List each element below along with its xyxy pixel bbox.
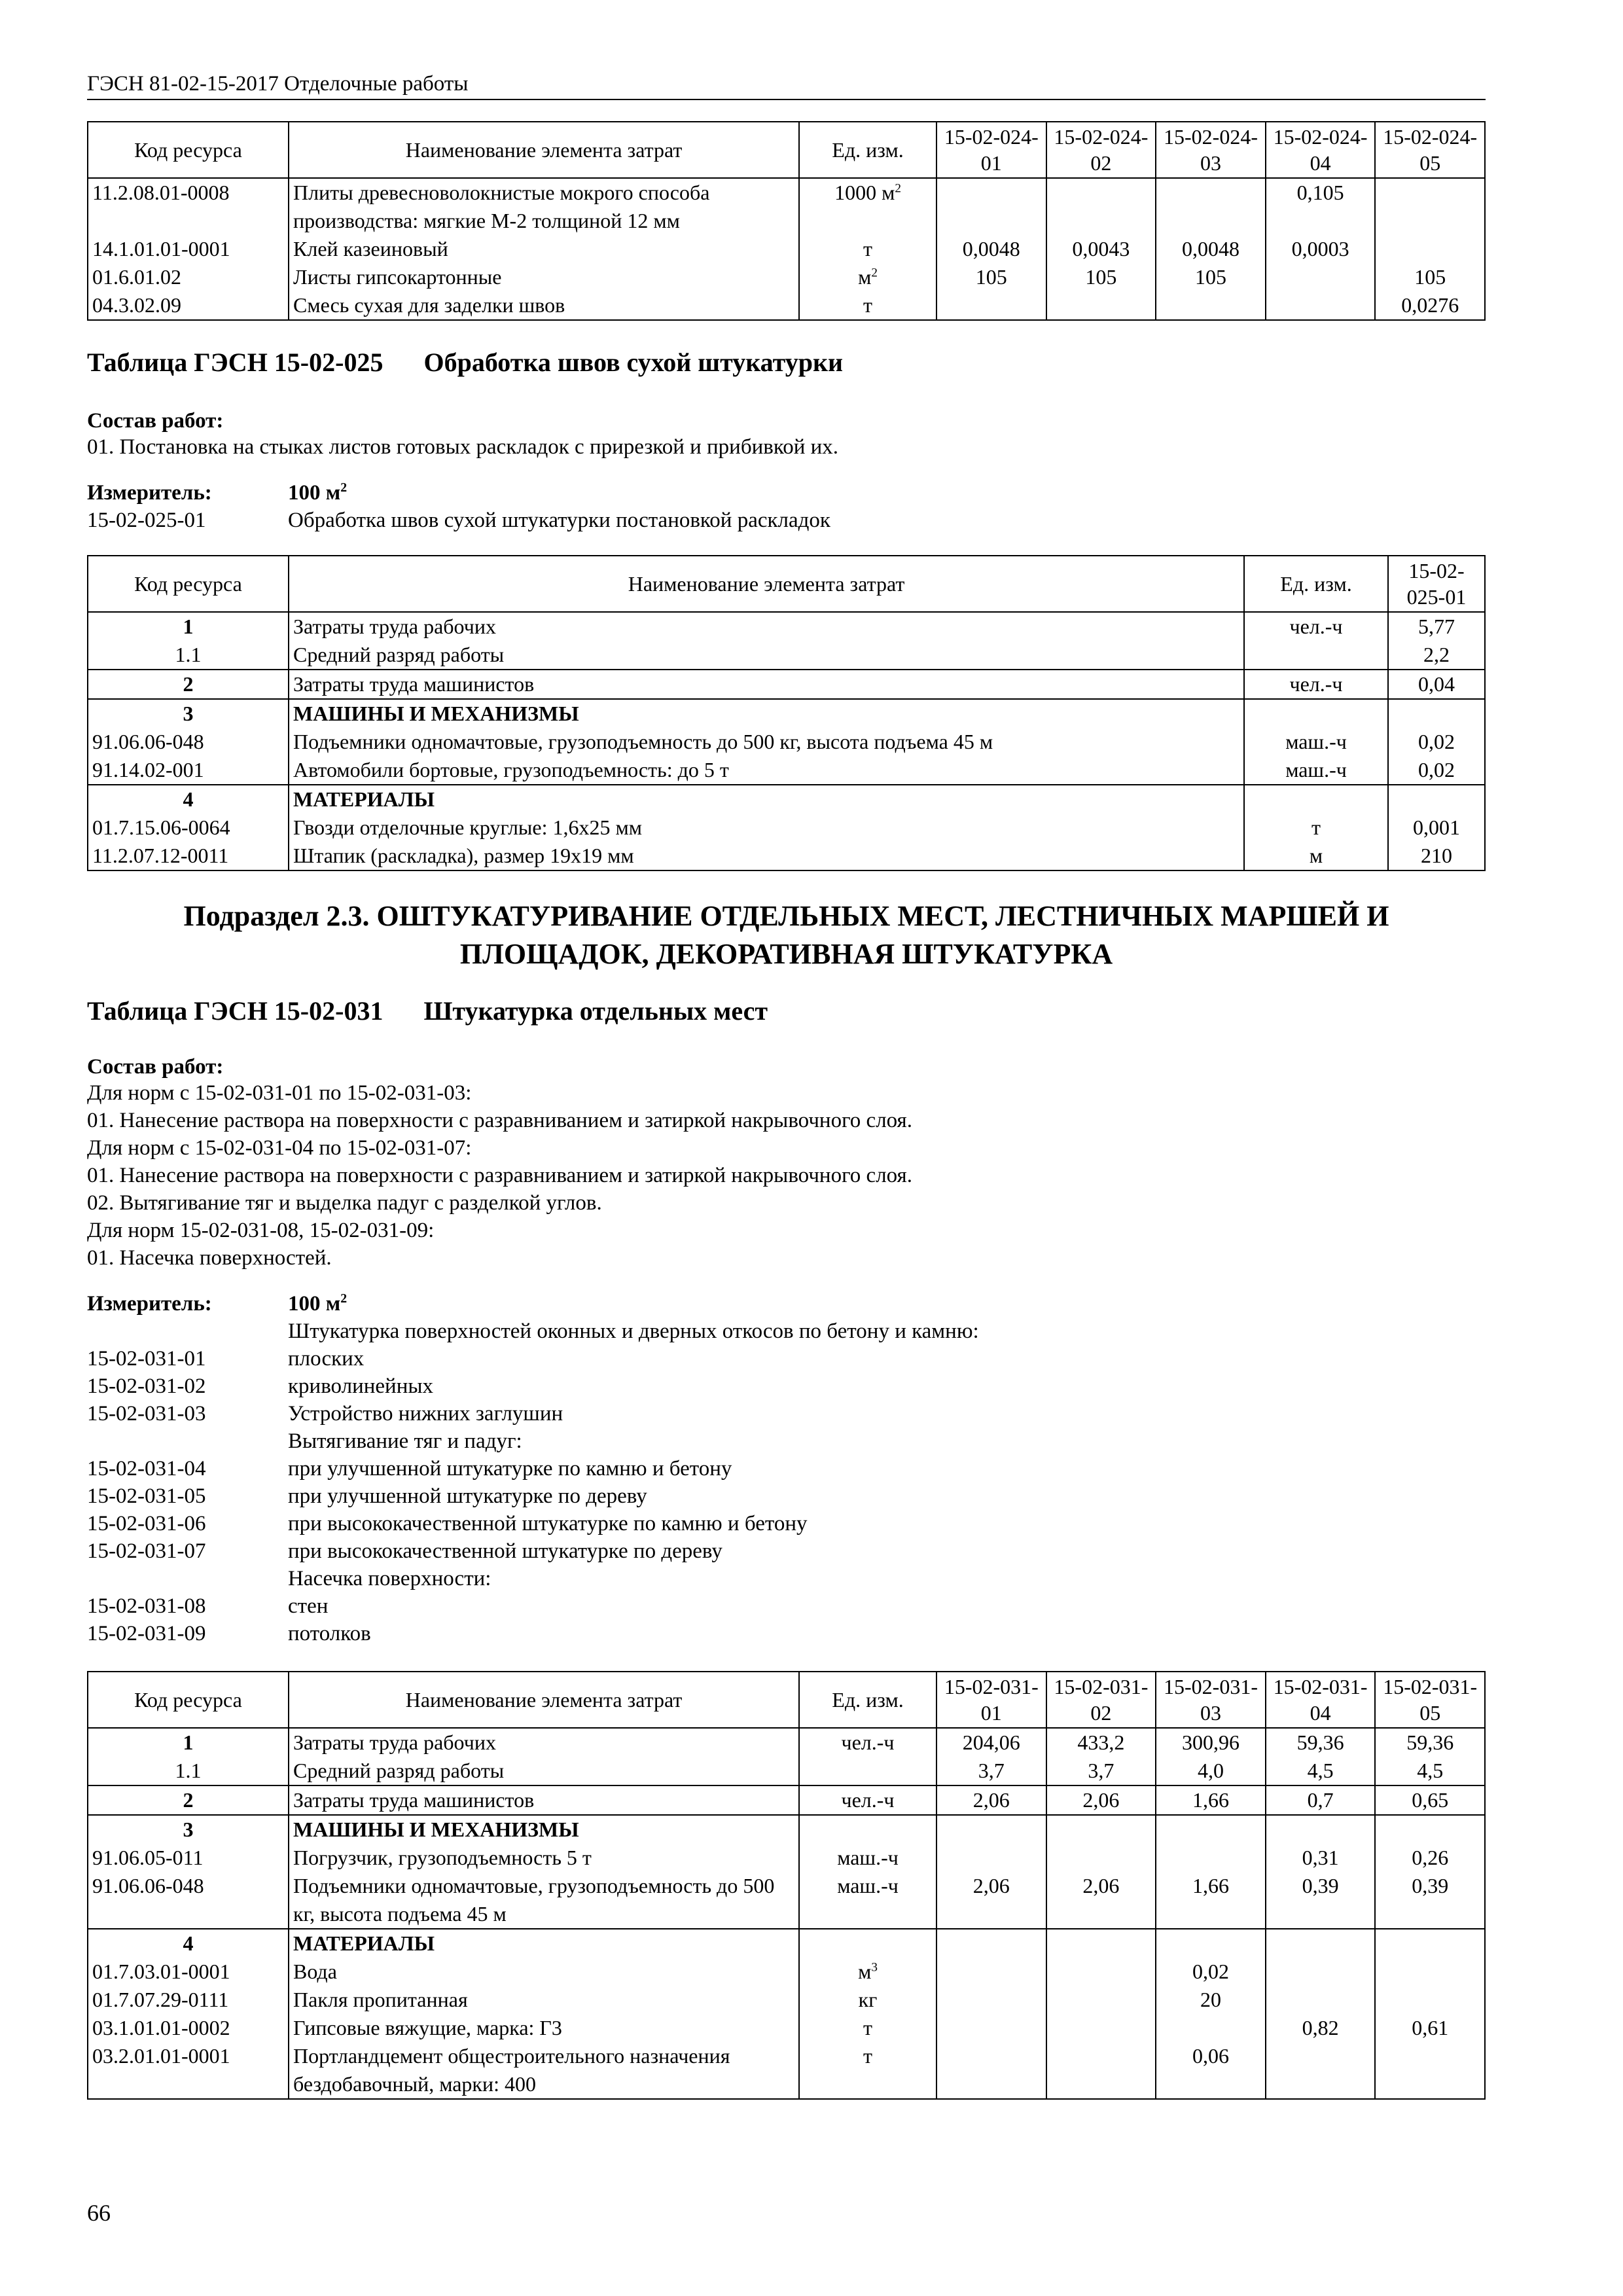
norm-value (1266, 2042, 1376, 2099)
unit (799, 1757, 936, 1785)
resource-code: 91.14.02-001 (88, 756, 289, 785)
work-item: 02. Вытягивание тяг и выделка падуг с разделкой углов. (87, 1191, 602, 1215)
norm-value (1266, 291, 1376, 320)
norm-value: 2,2 (1388, 641, 1485, 670)
norm-code: 15-02-031-03 (87, 1402, 206, 1426)
resource-name: Подъемники одномачтовые, грузоподъемность до 500 кг, высота подъема 45 м (289, 1872, 799, 1929)
resource-code: 1.1 (88, 1757, 289, 1785)
table-row (88, 814, 1485, 842)
table-row (88, 2042, 1485, 2099)
table-row (88, 785, 1485, 814)
norm-row (87, 1620, 1486, 1647)
unit: 1000 $м^2$ (799, 178, 936, 235)
page-number: 66 (87, 2200, 111, 2226)
norm-value (1388, 785, 1485, 814)
norm-value (1156, 178, 1266, 235)
unit (799, 1929, 936, 1958)
work-item: 01. Нанесение раствора на поверхности с разравниванием и затиркой накрывочного слоя. (87, 1109, 912, 1132)
norm-value: 4,5 (1266, 1757, 1376, 1785)
table-row (88, 1986, 1485, 2014)
norm-value (1388, 699, 1485, 728)
norm-value (1266, 1986, 1376, 2014)
running-header: ГЭСН 81-02-15-2017 Отделочные работы (87, 72, 1486, 100)
resource-code: 2 (88, 1785, 289, 1815)
resource-code: 1 (88, 612, 289, 641)
norm-value (1266, 263, 1376, 291)
norm-value: 300,96 (1156, 1728, 1266, 1757)
t025-col-header-0: Код ресурса (88, 556, 289, 612)
norm-value (936, 2014, 1046, 2042)
norm-value: 4,0 (1156, 1757, 1266, 1785)
norm-code: 15-02-031-08 (87, 1594, 206, 1618)
table-row (88, 1872, 1485, 1929)
norm-value: 0,61 (1375, 2014, 1485, 2042)
unit: м (1244, 842, 1388, 870)
table-row (88, 842, 1485, 870)
measure-row-025: Измеритель: 100 $м^2$ (87, 479, 1486, 507)
unit (1244, 641, 1388, 670)
work-item: 01. Нанесение раствора на поверхности с разравниванием и затиркой накрывочного слоя. (87, 1164, 912, 1187)
norm-value (936, 1986, 1046, 2014)
norm-value: 2,06 (1046, 1872, 1156, 1929)
works-list-031 (87, 1079, 1486, 1272)
norm-value (1046, 2042, 1156, 2099)
resource-code: 14.1.01.01-0001 (88, 235, 289, 263)
unit: т (799, 2014, 936, 2042)
norm-value: 0,0276 (1375, 291, 1485, 320)
unit: чел.-ч (799, 1728, 936, 1757)
table-row (88, 1728, 1485, 1757)
norm-value (1046, 178, 1156, 235)
table-031-title: Таблица ГЭСН 15-02-031 Штукатурка отдельных мест (87, 996, 768, 1026)
norm-value (1375, 1929, 1485, 1958)
table-024-col-header-2: Ед. изм. (799, 122, 936, 178)
table-024-col-header-1: Наименование элемента затрат (289, 122, 799, 178)
norm-value: 0,0048 (1156, 235, 1266, 263)
norm-description: при высококачественной штукатурке по камню и бетону (288, 1512, 808, 1535)
resource-name: Портландцемент общестроительного назначения бездобавочный, марки: 400 (289, 2042, 799, 2099)
norm-value: 1,66 (1156, 1872, 1266, 1929)
t031-col-header-0: Код ресурса (88, 1672, 289, 1728)
norm-code: 15-02-031-05 (87, 1484, 206, 1508)
t031-col-header-2: Ед. изм. (799, 1672, 936, 1728)
norm-value (1375, 178, 1485, 235)
work-item: Для норм 15-02-031-08, 15-02-031-09: (87, 1219, 435, 1242)
table-row (88, 263, 1485, 291)
norm-description: Насечка поверхности: (288, 1567, 491, 1590)
resource-name: Плиты древесноволокнистые мокрого способа производства: мягкие М-2 толщиной 12 мм (289, 178, 799, 235)
resource-name: Затраты труда рабочих (289, 612, 1244, 641)
norm-description: Обработка швов сухой штукатурки постановкой раскладок (288, 509, 830, 532)
norm-code: 15-02-031-09 (87, 1622, 206, 1645)
unit: маш.-ч (1244, 756, 1388, 785)
resource-name: Подъемники одномачтовые, грузоподъемность до 500 кг, высота подъема 45 м (289, 728, 1244, 756)
resource-code: 11.2.07.12-0011 (88, 842, 289, 870)
norm-code (87, 1565, 288, 1592)
resource-code: 4 (88, 785, 289, 814)
norm-value: 0,7 (1266, 1785, 1376, 1815)
unit: т (799, 235, 936, 263)
t031-col-header-6: 15-02-031-04 (1266, 1672, 1376, 1728)
resource-name: Гвозди отделочные круглые: 1,6х25 мм (289, 814, 1244, 842)
norm-row (87, 1510, 1486, 1537)
norm-code: 15-02-031-06 (87, 1512, 206, 1535)
norm-value: 204,06 (936, 1728, 1046, 1757)
table-row (88, 756, 1485, 785)
resource-code: 01.7.15.06-0064 (88, 814, 289, 842)
resource-name: Клей казеиновый (289, 235, 799, 263)
norm-value (1375, 1986, 1485, 2014)
norm-description: Вытягивание тяг и падуг: (288, 1429, 522, 1453)
norms-list-031 (87, 1318, 1486, 1647)
unit: чел.-ч (1244, 612, 1388, 641)
norm-value: 0,0043 (1046, 235, 1156, 263)
measure-value: 100 $м^2$ (288, 1291, 348, 1316)
t025-col-header-1: Наименование элемента затрат (289, 556, 1244, 612)
norm-code (87, 1318, 288, 1345)
works-list-025 (87, 433, 1486, 461)
norm-value (1375, 235, 1485, 263)
unit (1244, 699, 1388, 728)
norm-value: 0,39 (1266, 1872, 1376, 1929)
norm-description: при улучшенной штукатурке по дереву (288, 1484, 647, 1508)
unit: т (799, 291, 936, 320)
norm-value: 5,77 (1388, 612, 1485, 641)
norm-value: 0,39 (1375, 1872, 1485, 1929)
norm-value (1156, 1929, 1266, 1958)
resource-name: Средний разряд работы (289, 1757, 799, 1785)
norm-value: 105 (1046, 263, 1156, 291)
norm-value (1046, 291, 1156, 320)
norm-value (936, 1958, 1046, 1986)
resource-code: 91.06.06-048 (88, 728, 289, 756)
norm-value: 2,06 (1046, 1785, 1156, 1815)
norm-value: 0,65 (1375, 1785, 1485, 1815)
norm-value: 433,2 (1046, 1728, 1156, 1757)
norm-description: потолков (288, 1622, 371, 1645)
unit: чел.-ч (1244, 670, 1388, 699)
table-row (88, 1757, 1485, 1785)
resource-code: 4 (88, 1929, 289, 1958)
norm-value (1156, 2014, 1266, 2042)
norm-value: 0,26 (1375, 1844, 1485, 1872)
norm-value: 210 (1388, 842, 1485, 870)
norm-value: 0,001 (1388, 814, 1485, 842)
norm-value: 105 (1156, 263, 1266, 291)
norm-value (1375, 2042, 1485, 2099)
t031-col-header-7: 15-02-031-05 (1375, 1672, 1485, 1728)
measure-row-031: Измеритель: 100 $м^2$ (87, 1290, 1486, 1318)
unit: маш.-ч (1244, 728, 1388, 756)
unit: $м^3$ (799, 1958, 936, 1986)
norm-code: 15-02-025-01 (87, 509, 206, 532)
norm-value (1156, 1815, 1266, 1844)
unit: маш.-ч (799, 1872, 936, 1929)
works-label-025: Состав работ: (87, 409, 224, 433)
table-row (88, 178, 1485, 235)
norm-description: плоских (288, 1347, 365, 1371)
table-row (88, 1815, 1485, 1844)
table-024-col-header-6: 15-02-024-04 (1266, 122, 1376, 178)
resource-code: 2 (88, 670, 289, 699)
norm-row (87, 1427, 1486, 1455)
norm-value: 0,04 (1388, 670, 1485, 699)
resource-code: 91.06.05-011 (88, 1844, 289, 1872)
table-row (88, 2014, 1485, 2042)
t031-col-header-1: Наименование элемента затрат (289, 1672, 799, 1728)
table-row (88, 1785, 1485, 1815)
norm-description: Штукатурка поверхностей оконных и дверных откосов по бетону и камню: (288, 1319, 979, 1343)
table-024-col-header-7: 15-02-024-05 (1375, 122, 1485, 178)
norm-value: 0,0003 (1266, 235, 1376, 263)
resource-name: Листы гипсокартонные (289, 263, 799, 291)
norm-value: 2,06 (936, 1872, 1046, 1929)
unit: маш.-ч (799, 1844, 936, 1872)
norm-value: 4,5 (1375, 1757, 1485, 1785)
norm-value (1046, 2014, 1156, 2042)
norm-value: 59,36 (1375, 1728, 1485, 1757)
resource-table-024 (87, 121, 1486, 321)
t031-col-header-3: 15-02-031-01 (936, 1672, 1046, 1728)
resource-name: МАШИНЫ И МЕХАНИЗМЫ (289, 1815, 799, 1844)
norm-value (936, 1844, 1046, 1872)
unit: чел.-ч (799, 1785, 936, 1815)
norm-value (1266, 1929, 1376, 1958)
resource-name: Автомобили бортовые, грузоподъемность: до 5 т (289, 756, 1244, 785)
table-row (88, 699, 1485, 728)
norm-value: 1,66 (1156, 1785, 1266, 1815)
works-label-031: Состав работ: (87, 1055, 224, 1079)
resource-name: Пакля пропитанная (289, 1986, 799, 2014)
norm-row (87, 1537, 1486, 1565)
norm-description: криволинейных (288, 1374, 434, 1398)
resource-table-031 (87, 1671, 1486, 2100)
norm-value (936, 291, 1046, 320)
norm-row (87, 1400, 1486, 1427)
norm-value: 0,02 (1156, 1958, 1266, 1986)
norm-value: 2,06 (936, 1785, 1046, 1815)
resource-name: Гипсовые вяжущие, марка: Г3 (289, 2014, 799, 2042)
norm-value (1046, 1815, 1156, 1844)
t031-col-header-4: 15-02-031-02 (1046, 1672, 1156, 1728)
t031-col-header-5: 15-02-031-03 (1156, 1672, 1266, 1728)
norm-value: 59,36 (1266, 1728, 1376, 1757)
table-row (88, 1844, 1485, 1872)
table-row (88, 291, 1485, 320)
resource-name: Затраты труда машинистов (289, 670, 1244, 699)
resource-code: 91.06.06-048 (88, 1872, 289, 1929)
norm-description: при улучшенной штукатурке по камню и бетону (288, 1457, 732, 1480)
table-024-col-header-5: 15-02-024-03 (1156, 122, 1266, 178)
norm-row (87, 1318, 1486, 1345)
resource-code: 03.1.01.01-0002 (88, 2014, 289, 2042)
unit: т (1244, 814, 1388, 842)
norm-value: 20 (1156, 1986, 1266, 2014)
norm-value: 3,7 (936, 1757, 1046, 1785)
norm-value (1156, 1844, 1266, 1872)
work-item: 01. Постановка на стыках листов готовых раскладок с прирезкой и прибивкой их. (87, 435, 839, 459)
resource-code: 01.7.07.29-0111 (88, 1986, 289, 2014)
work-item: Для норм с 15-02-031-04 по 15-02-031-07: (87, 1136, 472, 1160)
norm-value: 0,02 (1388, 756, 1485, 785)
table-row (88, 670, 1485, 699)
table-row (88, 235, 1485, 263)
resource-name: Средний разряд работы (289, 641, 1244, 670)
norm-value (1156, 291, 1266, 320)
resource-code: 11.2.08.01-0008 (88, 178, 289, 235)
table-024-col-header-3: 15-02-024-01 (936, 122, 1046, 178)
norm-value (1046, 1986, 1156, 2014)
resource-table-025 (87, 555, 1486, 871)
resource-code: 1 (88, 1728, 289, 1757)
resource-code: 1.1 (88, 641, 289, 670)
table-row (88, 728, 1485, 756)
table-025-title: Таблица ГЭСН 15-02-025 Обработка швов сухой штукатурки (87, 348, 844, 377)
resource-code: 03.2.01.01-0001 (88, 2042, 289, 2099)
resource-code: 01.7.03.01-0001 (88, 1958, 289, 1986)
norm-value: 105 (1375, 263, 1485, 291)
table-024-col-header-4: 15-02-024-02 (1046, 122, 1156, 178)
norm-value (1046, 1958, 1156, 1986)
norm-value: 0,31 (1266, 1844, 1376, 1872)
table-row (88, 1958, 1485, 1986)
norm-value: 0,06 (1156, 2042, 1266, 2099)
norm-value (1046, 1844, 1156, 1872)
norm-value (1266, 1958, 1376, 1986)
resource-name: МАШИНЫ И МЕХАНИЗМЫ (289, 699, 1244, 728)
norm-code: 15-02-031-02 (87, 1374, 206, 1398)
norm-description: при высококачественной штукатурке по дереву (288, 1539, 722, 1563)
norm-value (936, 2042, 1046, 2099)
resource-name: МАТЕРИАЛЫ (289, 1929, 799, 1958)
norm-code: 15-02-031-04 (87, 1457, 206, 1480)
measure-value: 100 $м^2$ (288, 480, 348, 505)
norm-value (936, 1815, 1046, 1844)
norm-description: Устройство нижних заглушин (288, 1402, 563, 1426)
norm-value (936, 178, 1046, 235)
work-item: Для норм с 15-02-031-01 по 15-02-031-03: (87, 1081, 472, 1105)
norm-code: 15-02-031-07 (87, 1539, 206, 1563)
norm-value: 0,0048 (936, 235, 1046, 263)
norm-value: 0,82 (1266, 2014, 1376, 2042)
norm-value (1046, 1929, 1156, 1958)
norm-value (936, 1929, 1046, 1958)
resource-name: Затраты труда машинистов (289, 1785, 799, 1815)
norm-row (87, 1592, 1486, 1620)
norm-value (1375, 1815, 1485, 1844)
resource-name: Погрузчик, грузоподъемность 5 т (289, 1844, 799, 1872)
table-row (88, 612, 1485, 641)
norm-description: стен (288, 1594, 329, 1618)
norm-row (87, 1372, 1486, 1400)
table-row (88, 1929, 1485, 1958)
norm-value (1266, 1815, 1376, 1844)
norm-row (87, 1482, 1486, 1510)
t025-col-header-3: 15-02-025-01 (1388, 556, 1485, 612)
unit (1244, 785, 1388, 814)
norm-value (1375, 1958, 1485, 1986)
norm-row (87, 1345, 1486, 1372)
page (87, 72, 1486, 2100)
t025-col-header-2: Ед. изм. (1244, 556, 1388, 612)
work-item: 01. Насечка поверхностей. (87, 1246, 332, 1270)
resource-code: 04.3.02.09 (88, 291, 289, 320)
unit: т (799, 2042, 936, 2099)
resource-name: Смесь сухая для заделки швов (289, 291, 799, 320)
resource-name: Вода (289, 1958, 799, 1986)
norm-value: 105 (936, 263, 1046, 291)
unit: кг (799, 1986, 936, 2014)
resource-code: 3 (88, 699, 289, 728)
resource-name: МАТЕРИАЛЫ (289, 785, 1244, 814)
resource-code: 3 (88, 1815, 289, 1844)
resource-name: Затраты труда рабочих (289, 1728, 799, 1757)
norm-code: 15-02-031-01 (87, 1347, 206, 1371)
norm-value: 0,105 (1266, 178, 1376, 235)
subsection-title: Подраздел 2.3. ОШТУКАТУРИВАНИЕ ОТДЕЛЬНЫХ МЕСТ, ЛЕСТНИЧНЫХ МАРШЕЙ И ПЛОЩАДОК, ДЕКОРАТИВНАЯ ШТУКАТУРКА (183, 900, 1389, 970)
norm-value: 3,7 (1046, 1757, 1156, 1785)
unit (799, 1815, 936, 1844)
table-row (88, 641, 1485, 670)
norm-row (87, 1455, 1486, 1482)
norm-value: 0,02 (1388, 728, 1485, 756)
norms-list-025 (87, 507, 1486, 534)
norm-code (87, 1427, 288, 1455)
resource-code: 01.6.01.02 (88, 263, 289, 291)
norm-row (87, 507, 1486, 534)
unit: $м^2$ (799, 263, 936, 291)
resource-name: Штапик (раскладка), размер 19х19 мм (289, 842, 1244, 870)
norm-row (87, 1565, 1486, 1592)
table-024-col-header-0: Код ресурса (88, 122, 289, 178)
